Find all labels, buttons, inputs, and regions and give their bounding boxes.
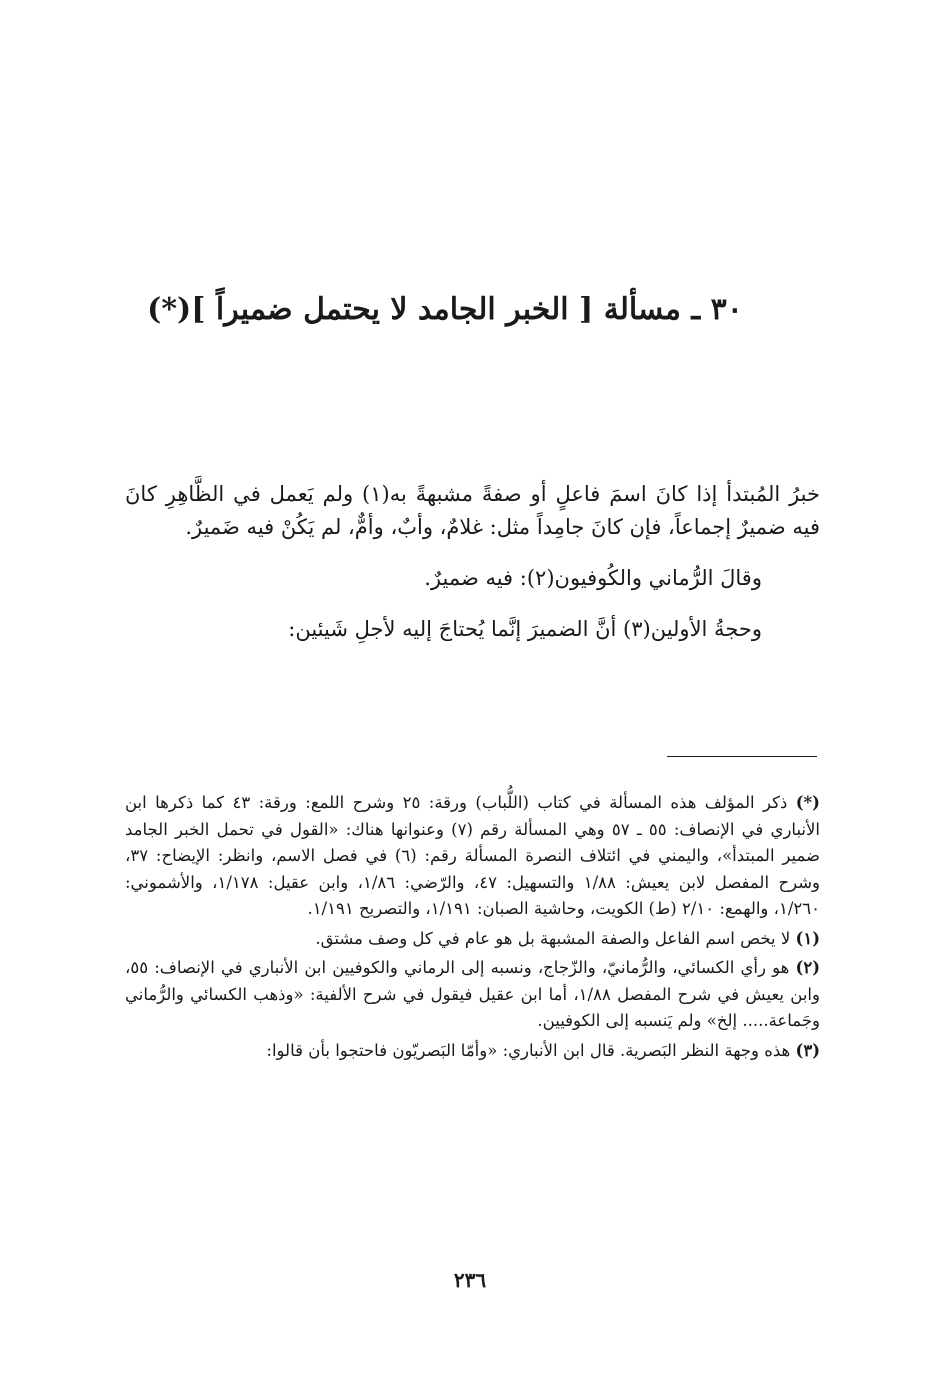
footnote-text: هذه وجهة النظر البَصرية. قال ابن الأنباري: «وأمّا البَصريّون فاحتجوا بأن قالوا: [266,1040,791,1060]
footnote-star [125,790,820,923]
chapter-title: ٣٠ ـ مسألة [ الخبر الجامد لا يحتمل ضميراً ](*) [147,292,743,327]
footnote-divider [667,756,817,757]
footnote-text: ذكر المؤلف هذه المسألة في كتاب (اللُّباب) ورقة: ٢٥ وشرح اللمع: ورقة: ٤٣ كما ذكرها ابن الأنباري في الإنصاف: ٥٥ ـ ٥٧ وهي المسألة رقم (٧) وعنوانها هناك: «القول في تحمل الخبر الجامد ضمير المبتدأ»، واليمني في ائتلاف النصرة المسألة رقم: (٦) في فصل الاسم، وانظر: الإيضاح: ٣٧، وشرح المفصل لابن يعيش: ١/٨٨ والتسهيل: ٤٧، والرّضي: ١/٨٦، وابن عقيل: ١/١٧٨، والأشموني: ١/٢٦٠، والهمع: ٢/١٠ (ط) الكويت، وحاشية الصبان: ١/١٩١، والتصريح ١/١٩١. [125,793,821,918]
footnote-mark: (١) [795,928,820,948]
footnote-text: لا يخص اسم الفاعل والصفة المشبهة بل هو عام في كل وصف مشتق. [315,928,791,948]
page-number: ٢٣٦ [453,1268,487,1292]
footnote-1 [125,926,820,953]
footnote-3 [125,1038,820,1065]
footnote-text: هو رأي الكسائي، والرُّمانيّ، والزّجاج، ونسبه إلى الرماني والكوفيين ابن الأنباري في الإنصاف: ٥٥، وابن يعيش في شرح المفصل ١/٨٨، أما ابن عقيل فيقول في شرح الألفية: «وذهب الكسائي والرُّماني وجَماعة..... إلخ» ولم يَنسبه إلى الكوفيين. [125,958,820,1030]
body-paragraph-1: خبرُ المُبتدأ إذا كانَ اسمَ فاعلٍ أو صفةً مشبهةً به(١) ولم يَعمل في الظَّاهِرِ كانَ فيه ضميرٌ إجماعاً، فإن كانَ جامِداً مثل: غلامٌ، وأبٌ، وأمٌّ، لم يَكُنْ فيه ضَميرٌ. [125,482,821,539]
footnote-2 [125,955,820,1035]
footnote-mark: (٢) [795,958,821,977]
body-paragraph-3: وحجةُ الأولين(٣) أنَّ الضميرَ إنَّما يُحتاجَ إليه لأجلِ شَيئين: [288,617,762,641]
body-paragraph-2: وقالَ الرُّماني والكُوفيون(٢): فيه ضميرٌ. [424,566,762,590]
footnotes-section [125,790,820,1067]
main-text [125,478,820,664]
footnote-mark: (٣) [795,1040,820,1060]
footnote-mark: (*) [795,793,820,812]
